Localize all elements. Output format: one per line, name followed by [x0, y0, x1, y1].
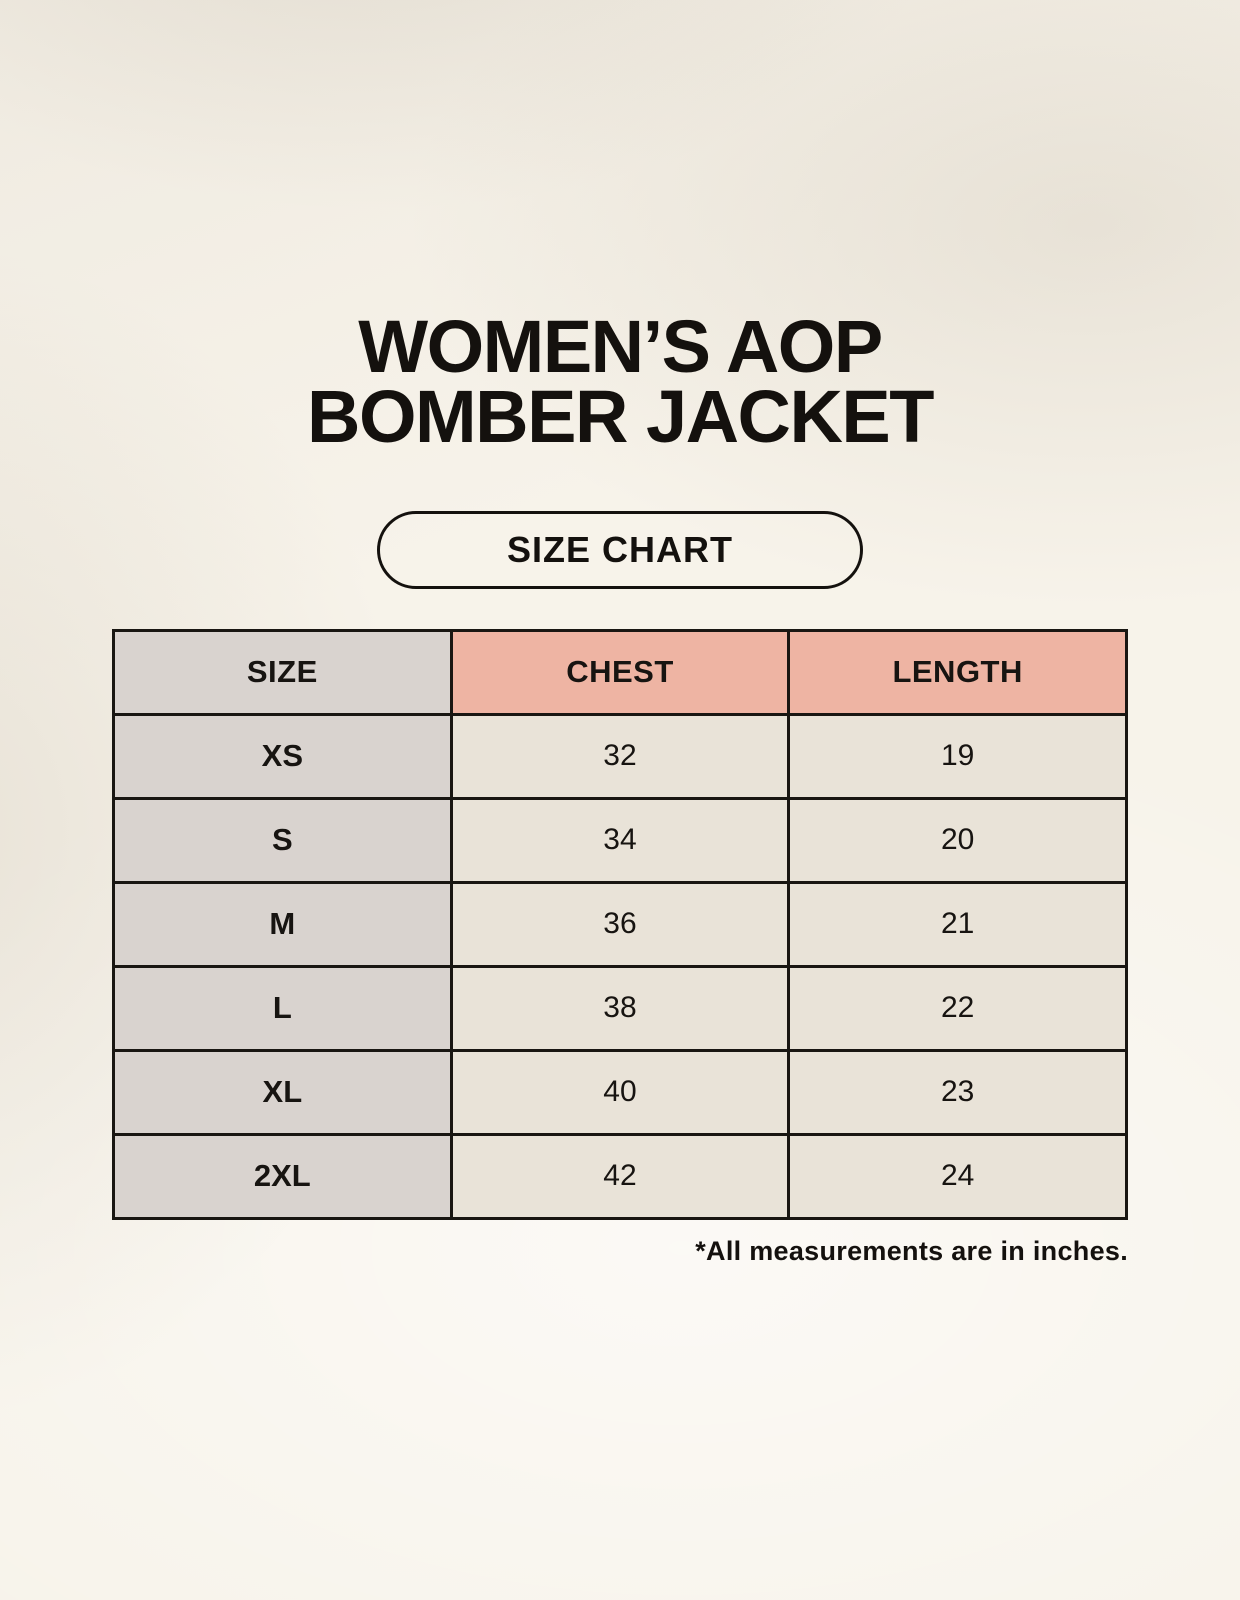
chest-cell: 32: [451, 714, 789, 798]
title-line-1: WOMEN’S AOP: [358, 305, 882, 388]
size-cell: M: [114, 882, 452, 966]
length-cell: 20: [789, 798, 1127, 882]
chest-cell: 40: [451, 1050, 789, 1134]
table-row: [114, 798, 1127, 882]
chest-cell: 38: [451, 966, 789, 1050]
title-line-2: BOMBER JACKET: [307, 375, 933, 459]
measurements-footnote: *All measurements are in inches.: [695, 1235, 1128, 1266]
column-header-size: SIZE: [114, 630, 452, 714]
chest-cell: 42: [451, 1134, 789, 1218]
table-row: [114, 1050, 1127, 1134]
column-header-chest: CHEST: [451, 630, 789, 714]
length-cell: 22: [789, 966, 1127, 1050]
table-row: [114, 966, 1127, 1050]
size-chart-badge: [377, 511, 863, 589]
table-row: [114, 882, 1127, 966]
size-cell: S: [114, 798, 452, 882]
length-cell: 23: [789, 1050, 1127, 1134]
size-cell: L: [114, 966, 452, 1050]
chest-cell: 34: [451, 798, 789, 882]
size-chart-table: [112, 629, 1128, 1220]
size-chart-badge-label: SIZE CHART: [507, 528, 733, 570]
table-row: [114, 714, 1127, 798]
length-cell: 21: [789, 882, 1127, 966]
column-header-length: LENGTH: [789, 630, 1127, 714]
page-title: [0, 0, 1240, 459]
chest-cell: 36: [451, 882, 789, 966]
length-cell: 19: [789, 714, 1127, 798]
length-cell: 24: [789, 1134, 1127, 1218]
table-header-row: [114, 630, 1127, 714]
size-cell: XS: [114, 714, 452, 798]
size-cell: 2XL: [114, 1134, 452, 1218]
table-row: [114, 1134, 1127, 1218]
size-cell: XL: [114, 1050, 452, 1134]
